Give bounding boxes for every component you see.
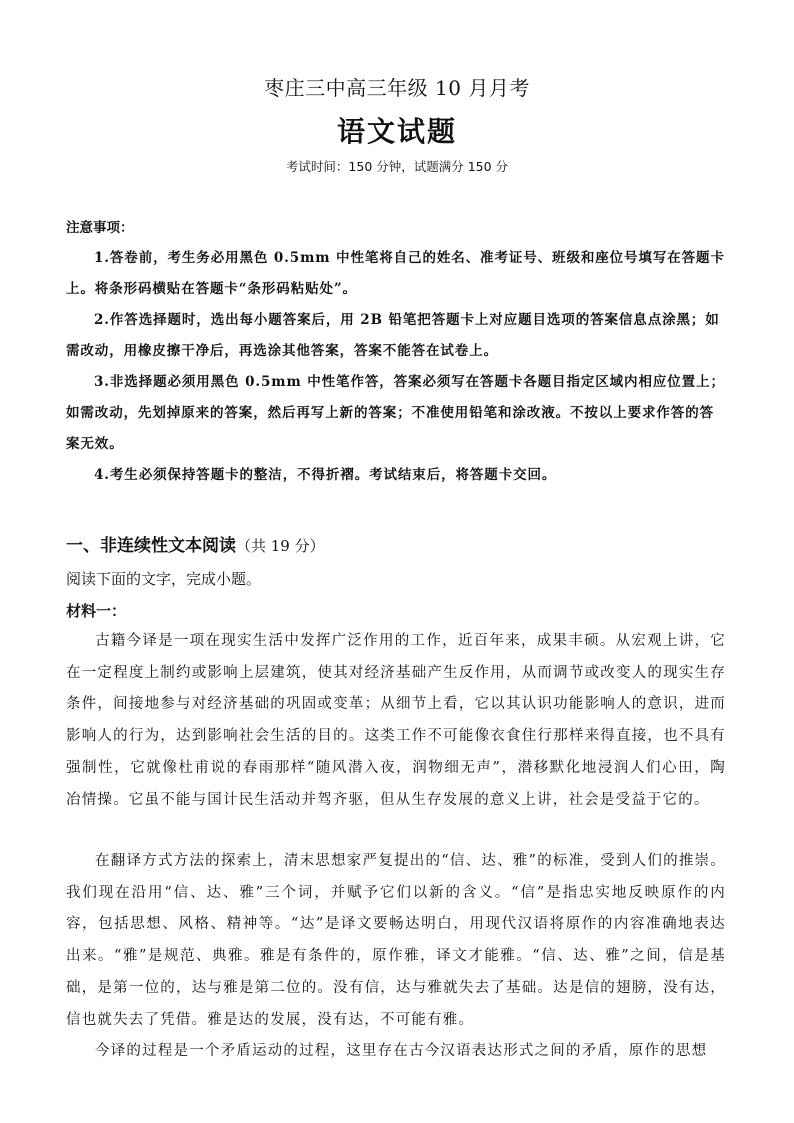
exam-meta: 考试时间：150 分钟，试题满分 150 分 <box>285 159 509 174</box>
note-item-1: 1.答卷前，考生务必用黑色 0.5mm 中性笔将自己的姓名、准考证号、班级和座位号填写在答题卡上。将条形码横贴在答题卡“条形码粘贴处”。 <box>66 250 725 297</box>
material-label: 材料一： <box>66 602 127 620</box>
paragraph-1: 古籍今译是一项在现实生活中发挥广泛作用的工作，近百年来，成果丰硕。从宏观上讲，它在一定程度上制约或影响上层建筑，使其对经济基础产生反作用，从而调节或改变人的现实生存条件，间接地参与对经济基础的巩固或变革；从细节上看，它以其认识功能影响人的意识，进而影响人的行为，达到影响社会生活的目的。这类工作不可能像衣食住行那样来得直接，也不具有强制性，它就像杜甫说的春雨那样“随风潜入夜，润物细无声”，潜移默化地浸润人们心田，陶冶情操。它虽不能与国计民生活动并驾齐驱，但从生存发展的意义上讲，社会是受益于它的。 <box>66 633 726 808</box>
notes-heading: 注意事项： <box>66 220 134 236</box>
section-score: （共 19 分） <box>236 537 325 555</box>
section-label: 一、非连续性文本阅读 <box>66 536 236 556</box>
subject-title: 语文试题 <box>336 115 457 148</box>
note-item-2: 2.作答选择题时，选出每小题答案后，用 2B 铅笔把答题卡上对应题目选项的答案信息点涂黑；如需改动，用橡皮擦干净后，再选涂其他答案，答案不能答在试卷上。 <box>66 312 720 359</box>
note-item-4: 4.考生必须保持答题卡的整洁，不得折褶。考试结束后，将答题卡交回。 <box>94 467 557 483</box>
paragraph-2: 在翻译方式方法的探索上，清末思想家严复提出的“信、达、雅”的标准，受到人们的推崇。我们现在沿用“信、达、雅”三个词，并赋予它们以新的含义。“信”是指忠实地反映原作的内容，包括思想、风格、精神等。“达”是译文要畅达明白，用现代汉语将原作的内容准确地表达出来。“雅”是规范、典雅。雅是有条件的，原作雅，译文才能雅。“信、达、雅”之间，信是基础，是第一位的，达与雅是第二位的。没有信，达与雅就失去了基础。达是信的翅膀，没有达，信也就失去了凭借。雅是达的发展，没有达，不可能有雅。 <box>66 853 726 1028</box>
section-heading <box>66 531 325 556</box>
section-instruction: 阅读下面的文字，完成小题。 <box>66 570 262 588</box>
paragraph-3: 今译的过程是一个矛盾运动的过程，这里存在古今汉语表达形式之间的矛盾，原作的思想 <box>95 1043 708 1059</box>
note-item-3: 3.非选择题必须用黑色 0.5mm 中性笔作答，答案必须写在答题卡各题目指定区域内相应位置上；如需改动，先划掉原来的答案，然后再写上新的答案；不准使用铅笔和涂改液。不按以上要求作答的答案无效。 <box>66 374 725 452</box>
exam-title: 枣庄三中高三年级 10 月月考 <box>264 76 530 100</box>
